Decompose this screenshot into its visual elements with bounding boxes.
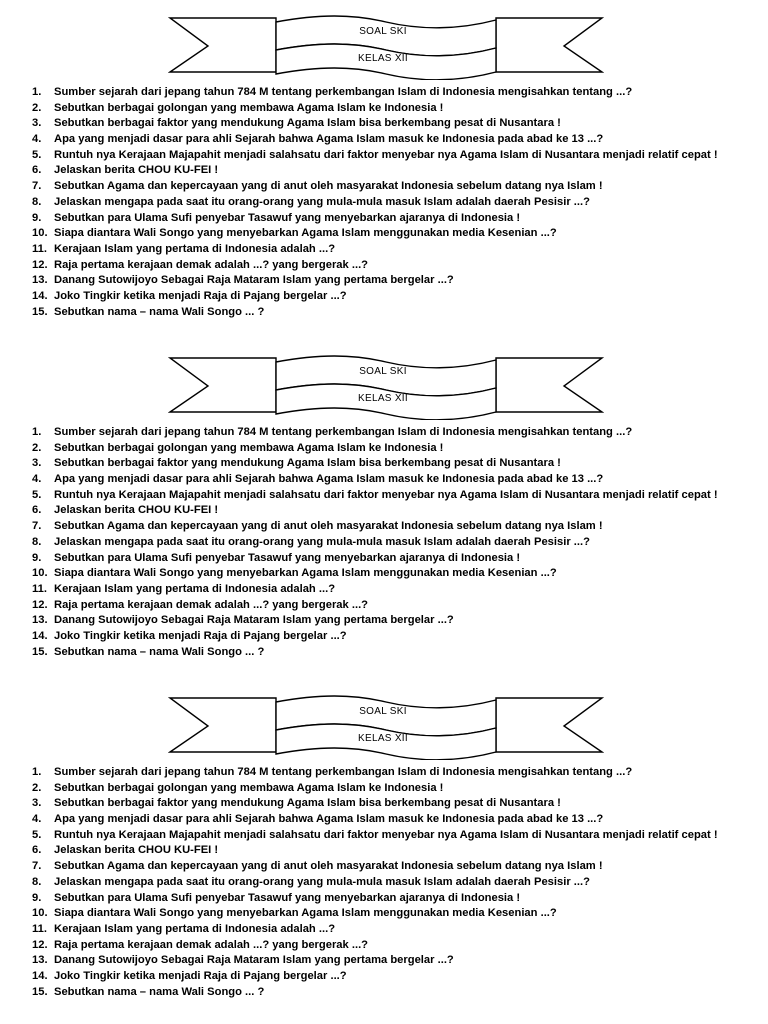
question-number: 3.: [32, 117, 42, 130]
question-number: 9.: [32, 211, 42, 224]
question-text: Jelaskan mengapa pada saat itu orang-orang yang mula-mula masuk Islam adalah daerah Pesisir ...?: [54, 195, 590, 208]
question-text: Danang Sutowijoyo Sebagai Raja Mataram Islam yang pertama bergelar ...?: [54, 614, 454, 627]
question-text: Runtuh nya Kerajaan Majapahit menjadi salahsatu dari faktor menyebar nya Agama Islam di Nusantara menjadi relatif cepat !: [54, 488, 718, 501]
question-text: Danang Sutowijoyo Sebagai Raja Mataram Islam yang pertama bergelar ...?: [54, 954, 454, 967]
question-number: 12.: [32, 938, 48, 951]
question-number: 15.: [32, 645, 48, 658]
question-number: 8.: [32, 875, 42, 888]
question-item: [32, 273, 718, 289]
question-item: [32, 859, 718, 875]
question-item: [32, 598, 718, 614]
question-number: 3.: [32, 797, 42, 810]
question-item: [32, 472, 718, 488]
question-item: [32, 85, 718, 101]
question-text: Kerajaan Islam yang pertama di Indonesia adalah ...?: [54, 242, 336, 255]
question-number: 5.: [32, 488, 42, 501]
question-number: 2.: [32, 101, 42, 114]
question-item: [32, 195, 718, 211]
question-number: 5.: [32, 148, 42, 161]
question-item: [32, 906, 718, 922]
question-item: [32, 796, 718, 812]
question-item: [32, 828, 718, 844]
question-item: [32, 456, 718, 472]
question-item: [32, 969, 718, 985]
question-item: [32, 985, 718, 1001]
question-text: Kerajaan Islam yang pertama di Indonesia adalah ...?: [54, 922, 336, 935]
ribbon-banner-shape: [168, 688, 604, 760]
question-item: [32, 645, 718, 661]
question-number: 1.: [32, 86, 42, 98]
question-number: 4.: [32, 133, 42, 146]
question-text: Apa yang menjadi dasar para ahli Sejarah bahwa Agama Islam masuk ke Indonesia pada abad ke 13 ...?: [54, 473, 604, 486]
question-number: 13.: [32, 954, 48, 967]
question-item: [32, 289, 718, 305]
question-item: [32, 535, 718, 551]
banner-title-line2: KELAS XII: [358, 393, 408, 404]
question-number: 6.: [32, 844, 42, 857]
question-number: 15.: [32, 305, 48, 318]
question-text: Joko Tingkir ketika menjadi Raja di Pajang bergelar ...?: [54, 289, 347, 302]
banner-title-line1: SOAL SKI: [359, 706, 407, 717]
banner-title-line1: SOAL SKI: [359, 26, 407, 37]
question-number: 9.: [32, 891, 42, 904]
question-text: Sumber sejarah dari jepang tahun 784 M tentang perkembangan Islam di Indonesia mengisahkan tentang ...?: [54, 86, 633, 98]
question-text: Siapa diantara Wali Songo yang menyebarkan Agama Islam menggunakan media Kesenian ...?: [54, 907, 557, 920]
question-text: Sebutkan berbagai faktor yang mendukung Agama Islam bisa berkembang pesat di Nusantara !: [54, 117, 561, 130]
question-text: Runtuh nya Kerajaan Majapahit menjadi salahsatu dari faktor menyebar nya Agama Islam di Nusantara menjadi relatif cepat !: [54, 148, 718, 161]
question-number: 8.: [32, 535, 42, 548]
question-item: [32, 843, 718, 859]
question-number: 5.: [32, 828, 42, 841]
question-item: [32, 101, 718, 117]
question-text: Raja pertama kerajaan demak adalah ...? yang bergerak ...?: [54, 938, 369, 951]
question-number: 7.: [32, 520, 42, 533]
question-text: Jelaskan mengapa pada saat itu orang-orang yang mula-mula masuk Islam adalah daerah Pesisir ...?: [54, 875, 590, 888]
question-number: 1.: [32, 426, 42, 438]
question-text: Jelaskan mengapa pada saat itu orang-orang yang mula-mula masuk Islam adalah daerah Pesisir ...?: [54, 535, 590, 548]
question-item: [32, 211, 718, 227]
banner-title-line2: KELAS XII: [358, 733, 408, 744]
question-number: 10.: [32, 567, 48, 580]
question-text: Sebutkan Agama dan kepercayaan yang di anut oleh masyarakat Indonesia sebelum datang nya Islam !: [54, 180, 603, 193]
question-text: Joko Tingkir ketika menjadi Raja di Pajang bergelar ...?: [54, 629, 347, 642]
question-item: [32, 148, 718, 164]
question-text: Sebutkan Agama dan kepercayaan yang di anut oleh masyarakat Indonesia sebelum datang nya Islam !: [54, 860, 603, 873]
question-text: Joko Tingkir ketika menjadi Raja di Pajang bergelar ...?: [54, 969, 347, 982]
question-number: 14.: [32, 289, 48, 302]
question-text: Sebutkan berbagai faktor yang mendukung Agama Islam bisa berkembang pesat di Nusantara !: [54, 457, 561, 470]
question-number: 11.: [32, 922, 47, 935]
question-text: Siapa diantara Wali Songo yang menyebarkan Agama Islam menggunakan media Kesenian ...?: [54, 227, 557, 240]
question-text: Sebutkan nama – nama Wali Songo ... ?: [54, 985, 265, 998]
question-text: Danang Sutowijoyo Sebagai Raja Mataram Islam yang pertama bergelar ...?: [54, 274, 454, 287]
question-text: Raja pertama kerajaan demak adalah ...? yang bergerak ...?: [54, 598, 369, 611]
question-text: Sebutkan para Ulama Sufi penyebar Tasawuf yang menyebarkan ajaranya di Indonesia !: [54, 551, 521, 564]
question-text: Apa yang menjadi dasar para ahli Sejarah bahwa Agama Islam masuk ke Indonesia pada abad ke 13 ...?: [54, 133, 604, 146]
question-number: 7.: [32, 180, 42, 193]
question-number: 2.: [32, 781, 42, 794]
question-item: [32, 551, 718, 567]
question-item: [32, 953, 718, 969]
question-item: [32, 441, 718, 457]
question-item: [32, 812, 718, 828]
question-text: Sebutkan berbagai golongan yang membawa Agama Islam ke Indonesia !: [54, 781, 444, 794]
ribbon-banner-shape: [168, 8, 604, 80]
question-item: [32, 226, 718, 242]
question-number: 12.: [32, 258, 48, 271]
question-number: 8.: [32, 195, 42, 208]
question-text: Jelaskan berita CHOU KU-FEI !: [54, 164, 219, 177]
question-item: [32, 938, 718, 954]
question-item: [32, 116, 718, 132]
question-number: 11.: [32, 582, 47, 595]
question-item: [32, 179, 718, 195]
question-item: [32, 488, 718, 504]
banner-title-line1: SOAL SKI: [359, 366, 407, 377]
question-item: [32, 305, 718, 321]
question-text: Sumber sejarah dari jepang tahun 784 M tentang perkembangan Islam di Indonesia mengisahkan tentang ...?: [54, 766, 633, 778]
question-item: [32, 629, 718, 645]
question-text: Runtuh nya Kerajaan Majapahit menjadi salahsatu dari faktor menyebar nya Agama Islam di Nusantara menjadi relatif cepat !: [54, 828, 718, 841]
question-number: 2.: [32, 441, 42, 454]
question-item: [32, 582, 718, 598]
question-text: Siapa diantara Wali Songo yang menyebarkan Agama Islam menggunakan media Kesenian ...?: [54, 567, 557, 580]
question-number: 12.: [32, 598, 48, 611]
question-number: 6.: [32, 504, 42, 517]
question-list: [32, 765, 718, 1000]
question-number: 14.: [32, 969, 48, 982]
question-text: Sebutkan nama – nama Wali Songo ... ?: [54, 645, 265, 658]
question-item: [32, 566, 718, 582]
question-number: 1.: [32, 766, 42, 778]
question-text: Jelaskan berita CHOU KU-FEI !: [54, 504, 219, 517]
question-text: Jelaskan berita CHOU KU-FEI !: [54, 844, 219, 857]
question-text: Sebutkan nama – nama Wali Songo ... ?: [54, 305, 265, 318]
banner-title-line2: KELAS XII: [358, 53, 408, 64]
question-text: Raja pertama kerajaan demak adalah ...? yang bergerak ...?: [54, 258, 369, 271]
question-item: [32, 503, 718, 519]
question-number: 10.: [32, 227, 48, 240]
question-text: Sebutkan berbagai golongan yang membawa Agama Islam ke Indonesia !: [54, 441, 444, 454]
question-text: Kerajaan Islam yang pertama di Indonesia adalah ...?: [54, 582, 336, 595]
question-sheet: [0, 688, 768, 1008]
question-number: 15.: [32, 985, 48, 998]
question-item: [32, 258, 718, 274]
question-sheet: [0, 8, 768, 328]
question-item: [32, 922, 718, 938]
question-item: [32, 613, 718, 629]
question-text: Sebutkan berbagai golongan yang membawa Agama Islam ke Indonesia !: [54, 101, 444, 114]
question-sheet: [0, 348, 768, 668]
question-number: 4.: [32, 473, 42, 486]
question-text: Sebutkan para Ulama Sufi penyebar Tasawuf yang menyebarkan ajaranya di Indonesia !: [54, 891, 521, 904]
question-text: Apa yang menjadi dasar para ahli Sejarah bahwa Agama Islam masuk ke Indonesia pada abad ke 13 ...?: [54, 813, 604, 826]
question-number: 13.: [32, 274, 48, 287]
question-number: 14.: [32, 629, 48, 642]
question-number: 9.: [32, 551, 42, 564]
question-item: [32, 163, 718, 179]
question-text: Sumber sejarah dari jepang tahun 784 M tentang perkembangan Islam di Indonesia mengisahkan tentang ...?: [54, 426, 633, 438]
question-number: 7.: [32, 860, 42, 873]
question-item: [32, 765, 718, 781]
question-text: Sebutkan para Ulama Sufi penyebar Tasawuf yang menyebarkan ajaranya di Indonesia !: [54, 211, 521, 224]
question-item: [32, 781, 718, 797]
question-list: [32, 425, 718, 660]
title-banner: [168, 348, 604, 420]
question-item: [32, 425, 718, 441]
question-item: [32, 132, 718, 148]
question-number: 13.: [32, 614, 48, 627]
question-list: [32, 85, 718, 320]
title-banner: [168, 8, 604, 80]
question-item: [32, 891, 718, 907]
title-banner: [168, 688, 604, 760]
question-item: [32, 875, 718, 891]
ribbon-banner-shape: [168, 348, 604, 420]
question-text: Sebutkan berbagai faktor yang mendukung Agama Islam bisa berkembang pesat di Nusantara !: [54, 797, 561, 810]
question-item: [32, 242, 718, 258]
question-text: Sebutkan Agama dan kepercayaan yang di anut oleh masyarakat Indonesia sebelum datang nya Islam !: [54, 520, 603, 533]
question-number: 10.: [32, 907, 48, 920]
question-number: 4.: [32, 813, 42, 826]
question-item: [32, 519, 718, 535]
question-number: 6.: [32, 164, 42, 177]
question-number: 11.: [32, 242, 47, 255]
question-number: 3.: [32, 457, 42, 470]
